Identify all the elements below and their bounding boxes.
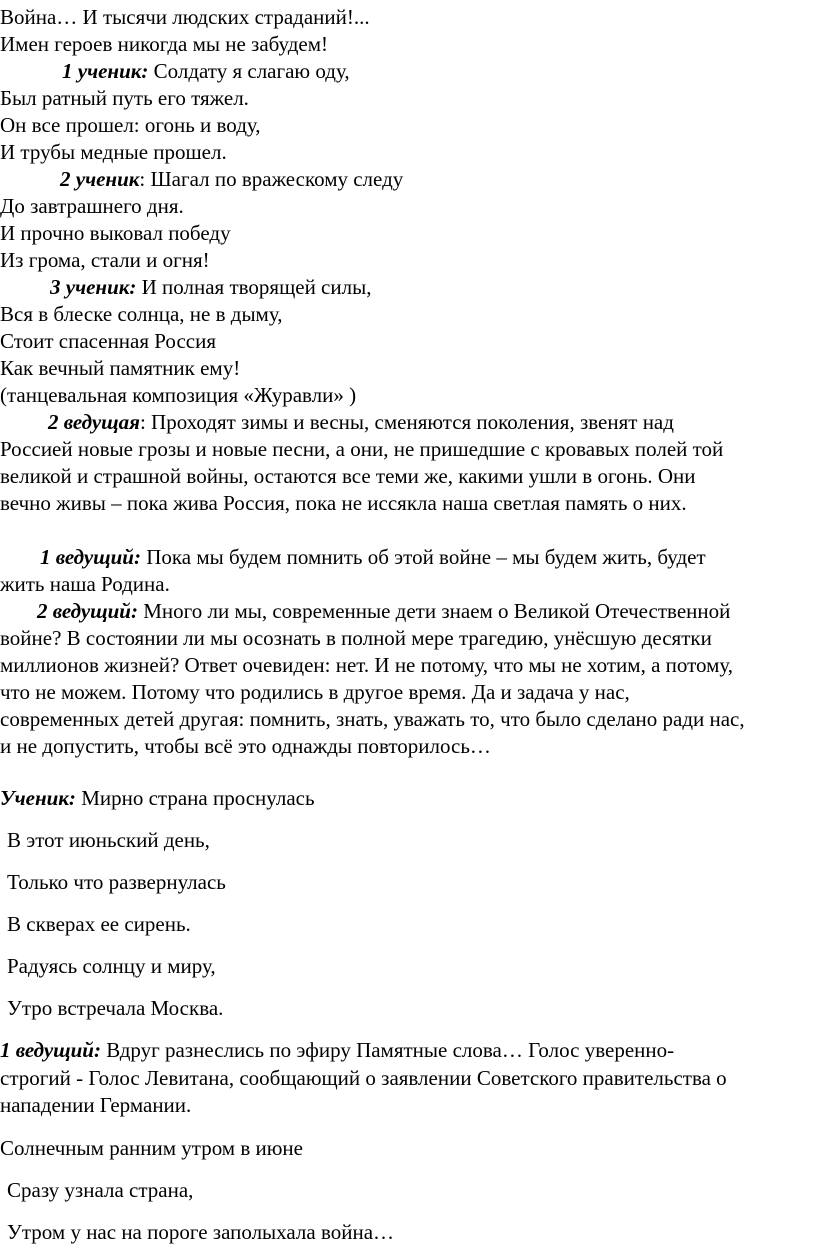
- poem-line: Как вечный памятник ему!: [0, 356, 241, 380]
- poem-line: В скверах ее сирень.: [7, 912, 191, 936]
- speaker-line: [48, 410, 674, 434]
- speaker-label: 1 ведущий:: [40, 545, 141, 569]
- poem-line: Вся в блеске солнца, не в дыму,: [0, 302, 283, 326]
- poem-line: Солнечным ранним утром в июне: [0, 1136, 303, 1160]
- poem-line: Он все прошел: огонь и воду,: [0, 113, 261, 137]
- poem-line: Война… И тысячи людских страданий!...: [0, 5, 370, 29]
- speaker-line: [62, 59, 350, 83]
- paragraph-line: строгий - Голос Левитана, сообщающий о заявлении Советского правительства о: [0, 1066, 727, 1090]
- speaker-line: [0, 1038, 674, 1062]
- poem-line: : Шагал по вражескому следу: [139, 167, 404, 191]
- speaker-label: 3 ученик:: [50, 275, 137, 299]
- paragraph-line: Вдруг разнеслись по эфиру Памятные слова… Голос уверенно-: [106, 1038, 675, 1062]
- stage-direction: (танцевальная композиция «Журавли» ): [0, 383, 357, 407]
- speaker-label: 2 ведущая: [48, 410, 140, 434]
- paragraph-line: современных детей другая: помнить, знать, уважать то, что было сделано ради нас,: [0, 707, 745, 731]
- poem-line: И прочно выковал победу: [0, 221, 231, 245]
- poem-line: И полная творящей силы,: [141, 275, 372, 299]
- paragraph-line: и не допустить, чтобы всё это однажды повторилось…: [0, 734, 491, 758]
- speaker-line: [37, 599, 730, 623]
- paragraph-line: вечно живы – пока жива Россия, пока не иссякла наша светлая память о них.: [0, 491, 687, 515]
- paragraph-line: нападении Германии.: [0, 1093, 192, 1117]
- poem-line: Из грома, стали и огня!: [0, 248, 210, 272]
- paragraph-line: : Проходят зимы и весны, сменяются поколения, звенят над: [139, 410, 674, 434]
- paragraph-line: что не можем. Потому что родились в другое время. Да и задача у нас,: [0, 680, 630, 704]
- paragraph-line: Россией новые грозы и новые песни, а они, не пришедшие с кровавых полей той: [0, 437, 724, 461]
- poem-line: И трубы медные прошел.: [0, 140, 227, 164]
- poem-line: Только что развернулась: [7, 870, 226, 894]
- speaker-label: 1 ученик:: [62, 59, 149, 83]
- speaker-line: [60, 167, 403, 191]
- speaker-label: 2 ученик: [60, 167, 140, 191]
- paragraph-line: великой и страшной войны, остаются все теми же, какими ушли в огонь. Они: [0, 464, 696, 488]
- poem-line: Радуясь солнцу и миру,: [7, 954, 216, 978]
- paragraph-line: Пока мы будем помнить об этой войне – мы будем жить, будет: [146, 545, 706, 569]
- poem-line: До завтрашнего дня.: [0, 194, 184, 218]
- poem-line: Мирно страна проснулась: [81, 786, 315, 810]
- paragraph-line: Много ли мы, современные дети знаем о Великой Отечественной: [143, 599, 731, 623]
- poem-line: Утром у нас на пороге заполыхала война…: [7, 1220, 395, 1244]
- speaker-label: 2 ведущий:: [37, 599, 138, 623]
- speaker-line: [40, 545, 706, 569]
- paragraph-line: миллионов жизней? Ответ очевиден: нет. И не потому, что мы не хотим, а потому,: [0, 653, 734, 677]
- speaker-label: 1 ведущий:: [0, 1038, 101, 1062]
- poem-line: Утро встречала Москва.: [7, 996, 224, 1020]
- poem-line: Солдату я слагаю оду,: [153, 59, 350, 83]
- speaker-line: [0, 786, 315, 810]
- speaker-label: Ученик:: [0, 786, 76, 810]
- poem-line: Имен героев никогда мы не забудем!: [0, 32, 329, 56]
- poem-line: Сразу узнала страна,: [7, 1178, 194, 1202]
- poem-line: В этот июньский день,: [7, 828, 210, 852]
- poem-line: Был ратный путь его тяжел.: [0, 86, 249, 110]
- paragraph-line: войне? В состоянии ли мы осознать в полной мере трагедию, унёсшую десятки: [0, 626, 712, 650]
- speaker-line: [50, 275, 371, 299]
- paragraph-line: жить наша Родина.: [0, 572, 170, 596]
- poem-line: Стоит спасенная Россия: [0, 329, 216, 353]
